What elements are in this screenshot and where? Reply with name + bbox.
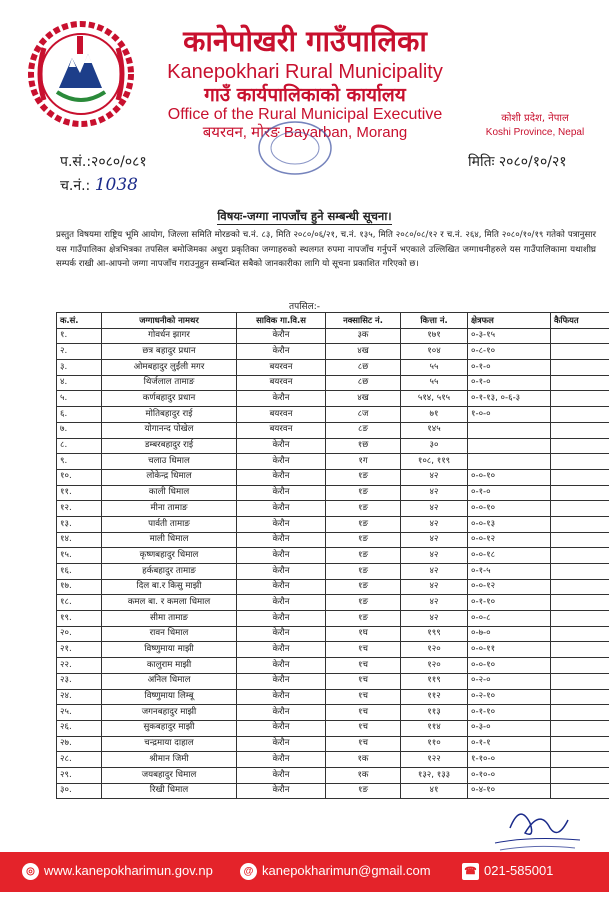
- row-plot-number: ११३: [401, 705, 468, 721]
- row-map-sheet: १च: [326, 642, 401, 658]
- row-area: ०-०-१२: [468, 532, 551, 548]
- row-former-vdc: बयरवन: [237, 360, 326, 376]
- table-row: [57, 720, 609, 736]
- table-row: [57, 579, 609, 595]
- row-serial: १४.: [57, 532, 102, 548]
- table-row: [57, 501, 609, 517]
- table-row: [57, 611, 609, 627]
- table-row: [57, 673, 609, 689]
- row-plot-number: ११४: [401, 720, 468, 736]
- province-nepali: कोशी प्रदेश, नेपाल: [501, 113, 569, 124]
- row-former-vdc: केरौन: [237, 611, 326, 627]
- row-owner-name: पार्वती तामाङ: [102, 516, 237, 532]
- dispatch-label: च.नं.:: [60, 178, 91, 194]
- table-row: [57, 752, 609, 768]
- row-remarks: [551, 360, 609, 376]
- row-owner-name: विष्णुमाया माझी: [102, 642, 237, 658]
- row-owner-name: श्रीमान जिमी: [102, 752, 237, 768]
- row-area: ०-१-१: [468, 736, 551, 752]
- row-former-vdc: केरौन: [237, 469, 326, 485]
- row-owner-name: जगनबहादुर माझी: [102, 705, 237, 721]
- row-map-sheet: ८छ: [326, 375, 401, 391]
- row-area: १-१०-०: [468, 752, 551, 768]
- row-map-sheet: ८ङ: [326, 422, 401, 438]
- table-row: [57, 658, 609, 674]
- row-owner-name: थिर्जलाल तामाङ: [102, 375, 237, 391]
- row-former-vdc: केरौन: [237, 736, 326, 752]
- row-serial: १२.: [57, 501, 102, 517]
- row-plot-number: ४२: [401, 595, 468, 611]
- row-map-sheet: १ङ: [326, 564, 401, 580]
- row-former-vdc: केरौन: [237, 705, 326, 721]
- row-plot-number: ४२: [401, 469, 468, 485]
- footer-website[interactable]: [22, 863, 213, 880]
- notice-subject: [0, 209, 609, 224]
- row-former-vdc: केरौन: [237, 642, 326, 658]
- municipality-name-english: Kanepokhari Rural Municipality: [167, 61, 443, 83]
- row-map-sheet: १च: [326, 673, 401, 689]
- row-plot-number: ४२: [401, 564, 468, 580]
- row-remarks: [551, 438, 609, 454]
- row-map-sheet: १छ: [326, 438, 401, 454]
- row-map-sheet: ४ख: [326, 344, 401, 360]
- row-remarks: [551, 720, 609, 736]
- row-serial: ६.: [57, 407, 102, 423]
- letter-number: प.सं.:२०८०/०८१: [60, 154, 147, 170]
- dispatch-number: 1038: [94, 175, 138, 195]
- row-area: [468, 454, 551, 470]
- row-plot-number: ४२: [401, 548, 468, 564]
- table-row: [57, 642, 609, 658]
- row-area: ०-३-१५: [468, 328, 551, 344]
- row-serial: १.: [57, 328, 102, 344]
- row-former-vdc: केरौन: [237, 767, 326, 783]
- row-owner-name: सीमा तामाङ: [102, 611, 237, 627]
- row-plot-number: ४२: [401, 579, 468, 595]
- row-serial: ४.: [57, 375, 102, 391]
- row-serial: २०.: [57, 626, 102, 642]
- row-owner-name: योगानन्द पोखेल: [102, 422, 237, 438]
- table-row: [57, 328, 609, 344]
- row-former-vdc: केरौन: [237, 626, 326, 642]
- table-body: [57, 328, 609, 799]
- row-map-sheet: १च: [326, 689, 401, 705]
- row-remarks: [551, 579, 609, 595]
- row-owner-name: चन्द्रमाया दाहाल: [102, 736, 237, 752]
- row-owner-name: जयबहादुर धिमाल: [102, 767, 237, 783]
- row-plot-number: १४५: [401, 422, 468, 438]
- row-plot-number: ४२: [401, 516, 468, 532]
- row-owner-name: कालुराम माझी: [102, 658, 237, 674]
- row-map-sheet: १ङ: [326, 485, 401, 501]
- row-map-sheet: १च: [326, 720, 401, 736]
- row-area: ०-४-१०: [468, 783, 551, 799]
- row-remarks: [551, 564, 609, 580]
- province-english: Koshi Province, Nepal: [485, 127, 585, 138]
- row-owner-name: रावन धिमाल: [102, 626, 237, 642]
- row-owner-name: अनिल धिमाल: [102, 673, 237, 689]
- row-plot-number: १०८, ११९: [401, 454, 468, 470]
- row-serial: ३.: [57, 360, 102, 376]
- table-header-row: [57, 313, 609, 329]
- row-serial: १३.: [57, 516, 102, 532]
- row-former-vdc: केरौन: [237, 595, 326, 611]
- row-map-sheet: १ङ: [326, 501, 401, 517]
- table-row: [57, 689, 609, 705]
- municipality-name-nepali: कानेपोखरी गाउँपालिका: [183, 24, 427, 58]
- row-map-sheet: १च: [326, 658, 401, 674]
- row-serial: २८.: [57, 752, 102, 768]
- row-serial: २२.: [57, 658, 102, 674]
- row-owner-name: दिल बा.र किसु माझी: [102, 579, 237, 595]
- row-owner-name: कमल बा. र कमला धिमाल: [102, 595, 237, 611]
- row-map-sheet: ३क: [326, 328, 401, 344]
- row-area: ०-०-१२: [468, 579, 551, 595]
- row-serial: ७.: [57, 422, 102, 438]
- row-area: ०-१-०: [468, 360, 551, 376]
- row-remarks: [551, 611, 609, 627]
- letterhead: [0, 0, 609, 150]
- row-area: [468, 438, 551, 454]
- row-serial: २.: [57, 344, 102, 360]
- row-area: ०-०-१०: [468, 658, 551, 674]
- row-map-sheet: १ङ: [326, 595, 401, 611]
- row-remarks: [551, 658, 609, 674]
- row-area: ०-१-०: [468, 375, 551, 391]
- row-owner-name: गोवर्धन झागर: [102, 328, 237, 344]
- row-map-sheet: १ङ: [326, 516, 401, 532]
- row-plot-number: ११९: [401, 673, 468, 689]
- signature-icon: [480, 798, 590, 858]
- row-plot-number: ११२: [401, 689, 468, 705]
- col-plot-number: कित्ता नं.: [401, 313, 468, 329]
- row-map-sheet: १ङ: [326, 469, 401, 485]
- row-area: ०-०-११: [468, 642, 551, 658]
- row-serial: २३.: [57, 673, 102, 689]
- row-plot-number: १७१: [401, 328, 468, 344]
- row-area: ०-२-०: [468, 673, 551, 689]
- footer-bar: [0, 852, 609, 892]
- row-owner-name: कर्णबहादुर प्रधान: [102, 391, 237, 407]
- table-row: [57, 344, 609, 360]
- row-remarks: [551, 689, 609, 705]
- details-label: तपसिल:-: [288, 302, 321, 312]
- row-serial: ३०.: [57, 783, 102, 799]
- row-plot-number: १०४: [401, 344, 468, 360]
- table-row: [57, 485, 609, 501]
- municipality-emblem-icon: [22, 18, 140, 130]
- row-remarks: [551, 705, 609, 721]
- row-area: ०-१-१०: [468, 595, 551, 611]
- col-owner-name: जग्गाधनीको नामथर: [102, 313, 237, 329]
- row-serial: १५.: [57, 548, 102, 564]
- row-serial: ११.: [57, 485, 102, 501]
- phone-text: 021-585001: [484, 863, 554, 878]
- row-plot-number: १२०: [401, 658, 468, 674]
- subject-text: विषयः-जग्गा नापजाँच हुने सम्बन्धी सूचना।: [217, 209, 392, 223]
- row-area: ०-०-१८: [468, 548, 551, 564]
- row-former-vdc: केरौन: [237, 328, 326, 344]
- col-area: क्षेत्रफल: [468, 313, 551, 329]
- row-former-vdc: केरौन: [237, 752, 326, 768]
- row-former-vdc: केरौन: [237, 454, 326, 470]
- row-former-vdc: केरौन: [237, 720, 326, 736]
- notice-body: प्रस्तुत विषयमा राष्ट्रिय भूमि आयोग, जिल्ला समिति मोरङको च.नं. ८३, मिति २०८०/०६/२१, च.नं. १३५, मिति २०८०/०८/१२ र च.नं. २६४, मिति २०८०/१०/१९ गतेको पत्रानुसार यस गाउँपालिका क्षेत्रभित्रका तपसिल बमोजिमका अधुरा प्रकृतिका जग्गाहरुको स्थलगत रुपमा नापजाँच गर्नुपर्ने भएकाले उल्लिखित जग्गाधनीहरुले यस गाउँपालिकामा यथाशीघ्र सम्पर्क राखी आ-आफ्नो जग्गा नापजाँच गराउनुहुन सम्बन्धित सबैको जानकारीका लागि यो सूचना प्रकाशित गरिएको छ।: [56, 230, 596, 269]
- row-serial: २५.: [57, 705, 102, 721]
- dispatch-number-line: [60, 175, 138, 195]
- row-area: ०-३-०: [468, 720, 551, 736]
- row-owner-name: छत्र बहादुर प्रधान: [102, 344, 237, 360]
- row-remarks: [551, 501, 609, 517]
- table-row: [57, 422, 609, 438]
- row-remarks: [551, 407, 609, 423]
- footer-phone[interactable]: [462, 863, 553, 880]
- globe-icon: ◎: [22, 863, 39, 880]
- row-map-sheet: १ङ: [326, 532, 401, 548]
- row-owner-name: विष्णुमाया लिम्बू: [102, 689, 237, 705]
- row-area: १-०-०: [468, 407, 551, 423]
- table-row: [57, 360, 609, 376]
- letter-date: मितिः २०८०/१०/२१: [468, 154, 567, 170]
- table-row: [57, 516, 609, 532]
- row-remarks: [551, 469, 609, 485]
- row-serial: २७.: [57, 736, 102, 752]
- row-former-vdc: केरौन: [237, 673, 326, 689]
- row-plot-number: ५५: [401, 375, 468, 391]
- row-map-sheet: ८छ: [326, 360, 401, 376]
- row-serial: २६.: [57, 720, 102, 736]
- row-former-vdc: बयरवन: [237, 422, 326, 438]
- row-map-sheet: १च: [326, 705, 401, 721]
- row-former-vdc: केरौन: [237, 391, 326, 407]
- table-row: [57, 391, 609, 407]
- col-serial: क.सं.: [57, 313, 102, 329]
- phone-icon: ☎: [462, 863, 479, 880]
- row-former-vdc: बयरवन: [237, 407, 326, 423]
- table-row: [57, 438, 609, 454]
- row-plot-number: १२२: [401, 752, 468, 768]
- row-plot-number: ७१: [401, 407, 468, 423]
- col-former-vdc: साविक गा.वि.स: [237, 313, 326, 329]
- row-former-vdc: केरौन: [237, 579, 326, 595]
- footer-email[interactable]: [240, 863, 431, 880]
- row-serial: १६.: [57, 564, 102, 580]
- table-row: [57, 626, 609, 642]
- row-plot-number: १२०: [401, 642, 468, 658]
- row-owner-name: हर्कबहादुर तामाङ: [102, 564, 237, 580]
- table-row: [57, 736, 609, 752]
- office-name-english: Office of the Rural Municipal Executive: [167, 106, 443, 123]
- row-plot-number: ४२: [401, 532, 468, 548]
- row-former-vdc: केरौन: [237, 344, 326, 360]
- row-area: ०-८-१०: [468, 344, 551, 360]
- row-map-sheet: ४ख: [326, 391, 401, 407]
- row-map-sheet: १ङ: [326, 783, 401, 799]
- table-row: [57, 407, 609, 423]
- table-row: [57, 767, 609, 783]
- row-former-vdc: केरौन: [237, 516, 326, 532]
- table-row: [57, 595, 609, 611]
- row-serial: ९.: [57, 454, 102, 470]
- email-text: kanepokharimun@gmail.com: [262, 863, 431, 878]
- row-owner-name: माली धिमाल: [102, 532, 237, 548]
- row-area: ०-१-१३, ०-६-३: [468, 391, 551, 407]
- row-plot-number: ५१४, ५१५: [401, 391, 468, 407]
- row-plot-number: १३२, १३३: [401, 767, 468, 783]
- row-map-sheet: ८ज: [326, 407, 401, 423]
- row-owner-name: मीना तामाङ: [102, 501, 237, 517]
- row-remarks: [551, 532, 609, 548]
- row-remarks: [551, 783, 609, 799]
- row-remarks: [551, 548, 609, 564]
- row-plot-number: ४१: [401, 783, 468, 799]
- row-remarks: [551, 422, 609, 438]
- row-area: ०-१-०: [468, 485, 551, 501]
- row-former-vdc: केरौन: [237, 501, 326, 517]
- row-area: ०-०-८: [468, 611, 551, 627]
- row-plot-number: ११०: [401, 736, 468, 752]
- row-owner-name: काली धिमाल: [102, 485, 237, 501]
- row-former-vdc: केरौन: [237, 564, 326, 580]
- email-icon: @: [240, 863, 257, 880]
- row-map-sheet: १घ: [326, 626, 401, 642]
- row-area: ०-१-१०: [468, 705, 551, 721]
- row-remarks: [551, 485, 609, 501]
- row-area: ०-७-०: [468, 626, 551, 642]
- row-owner-name: मोतिबहादुर राई: [102, 407, 237, 423]
- website-text: www.kanepokharimun.gov.np: [44, 863, 213, 878]
- col-map-sheet: नक्सासिट नं.: [326, 313, 401, 329]
- row-area: [468, 422, 551, 438]
- row-former-vdc: केरौन: [237, 485, 326, 501]
- row-area: ०-०-१०: [468, 469, 551, 485]
- row-owner-name: डम्बरबहादुर राई: [102, 438, 237, 454]
- row-remarks: [551, 454, 609, 470]
- row-area: ०-०-१०: [468, 501, 551, 517]
- row-map-sheet: १ङ: [326, 548, 401, 564]
- row-former-vdc: केरौन: [237, 548, 326, 564]
- row-remarks: [551, 642, 609, 658]
- row-map-sheet: १ग: [326, 454, 401, 470]
- row-area: ०-२-१०: [468, 689, 551, 705]
- row-serial: १७.: [57, 579, 102, 595]
- table-row: [57, 564, 609, 580]
- row-remarks: [551, 736, 609, 752]
- row-remarks: [551, 328, 609, 344]
- row-plot-number: ४२: [401, 501, 468, 517]
- row-remarks: [551, 673, 609, 689]
- table-row: [57, 783, 609, 799]
- row-plot-number: ४२: [401, 611, 468, 627]
- row-map-sheet: १ङ: [326, 611, 401, 627]
- row-owner-name: सुकबहादुर माझी: [102, 720, 237, 736]
- table-row: [57, 454, 609, 470]
- row-area: ०-१०-०: [468, 767, 551, 783]
- row-serial: २१.: [57, 642, 102, 658]
- table-row: [57, 548, 609, 564]
- row-map-sheet: १क: [326, 767, 401, 783]
- office-address: बयरवन, मोरङ Bayarban, Morang: [202, 124, 408, 141]
- row-plot-number: ५५: [401, 360, 468, 376]
- row-map-sheet: १च: [326, 736, 401, 752]
- row-former-vdc: केरौन: [237, 689, 326, 705]
- row-remarks: [551, 344, 609, 360]
- table-row: [57, 375, 609, 391]
- row-area: ०-०-१३: [468, 516, 551, 532]
- row-area: ०-१-५: [468, 564, 551, 580]
- row-remarks: [551, 626, 609, 642]
- row-remarks: [551, 595, 609, 611]
- table-row: [57, 705, 609, 721]
- landowner-table: [56, 312, 609, 799]
- row-map-sheet: १ङ: [326, 579, 401, 595]
- row-remarks: [551, 516, 609, 532]
- row-serial: १९.: [57, 611, 102, 627]
- office-stamp-icon: [255, 118, 335, 178]
- row-remarks: [551, 767, 609, 783]
- col-remarks: कैफियत: [551, 313, 609, 329]
- row-owner-name: लोकेन्द्र धिमाल: [102, 469, 237, 485]
- row-serial: २९.: [57, 767, 102, 783]
- table-row: [57, 532, 609, 548]
- row-owner-name: चलाउ धिमाल: [102, 454, 237, 470]
- row-serial: १०.: [57, 469, 102, 485]
- row-former-vdc: केरौन: [237, 532, 326, 548]
- row-former-vdc: केरौन: [237, 658, 326, 674]
- row-owner-name: कृष्णबहादुर धिमाल: [102, 548, 237, 564]
- table-row: [57, 469, 609, 485]
- row-serial: ८.: [57, 438, 102, 454]
- row-remarks: [551, 391, 609, 407]
- row-serial: १८.: [57, 595, 102, 611]
- row-map-sheet: १क: [326, 752, 401, 768]
- row-former-vdc: केरौन: [237, 438, 326, 454]
- row-plot-number: ३०: [401, 438, 468, 454]
- row-remarks: [551, 375, 609, 391]
- row-serial: २४.: [57, 689, 102, 705]
- row-remarks: [551, 752, 609, 768]
- row-plot-number: १९९: [401, 626, 468, 642]
- row-former-vdc: बयरवन: [237, 375, 326, 391]
- row-owner-name: ओमबहादुर लुईंली मगर: [102, 360, 237, 376]
- row-owner-name: रिखी धिमाल: [102, 783, 237, 799]
- row-former-vdc: केरौन: [237, 783, 326, 799]
- row-serial: ५.: [57, 391, 102, 407]
- row-plot-number: ४२: [401, 485, 468, 501]
- office-name-nepali: गाउँ कार्यपालिकाको कार्यालय: [204, 84, 406, 106]
